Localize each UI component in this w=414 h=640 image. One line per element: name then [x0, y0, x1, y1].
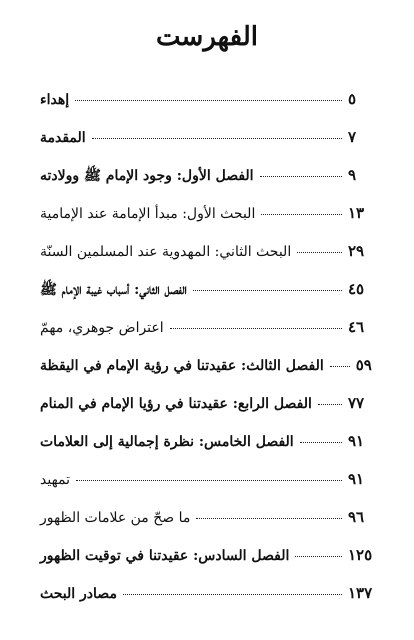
toc-entry[interactable]: [40, 508, 374, 546]
toc-entry-page-number: ٥: [348, 90, 357, 108]
dot-leader: [193, 290, 342, 291]
toc-entry-page-number: ٥٩: [355, 356, 372, 374]
toc-entry-page-number: ٩٦: [348, 508, 365, 526]
toc-entry-title: الفصل الأول: وجود الإمام ﷺ وولادته: [40, 168, 254, 184]
toc-entry-title: مصادر البحث: [40, 586, 117, 602]
toc-entry-title: الفصل الثاني: أسباب غيبة الإمام ﷺ: [40, 282, 187, 298]
toc-entry-page-number: ٩١: [348, 432, 365, 450]
dot-leader: [330, 366, 350, 367]
toc-entry-title: الفصل الخامس: نظرة إجمالية إلى العلامات: [40, 434, 294, 450]
toc-entry[interactable]: [40, 432, 374, 470]
toc-entry-title: الفصل الرابع: عقيدتنا في رؤيا الإمام في المنام: [40, 396, 312, 412]
toc-entry[interactable]: [40, 90, 374, 128]
toc-entry-page-number: ٩١: [348, 470, 365, 488]
toc-entry[interactable]: [40, 204, 374, 242]
toc-entry-title: تمهيد: [40, 472, 71, 488]
toc-entry-title: ما صحّ من علامات الظهور: [40, 510, 191, 526]
toc-entry-title: إهداء: [40, 92, 70, 108]
dot-leader: [261, 214, 342, 215]
dot-leader: [76, 480, 342, 481]
dot-leader: [170, 328, 342, 329]
dot-leader: [297, 252, 342, 253]
toc-entry[interactable]: [40, 470, 374, 508]
toc-entry[interactable]: [40, 166, 374, 204]
toc-entry-title: البحث الأول: مبدأ الإمامة عند الإمامية: [40, 206, 256, 222]
toc-entry-page-number: ٢٩: [348, 242, 365, 260]
toc-entry[interactable]: [40, 394, 374, 432]
toc-entry-page-number: ١٣: [348, 204, 365, 222]
toc-entry[interactable]: [40, 356, 374, 394]
toc-entry[interactable]: [40, 242, 374, 280]
dot-leader: [75, 100, 342, 101]
dot-leader: [318, 404, 342, 405]
toc-entry-page-number: ٤٦: [348, 318, 365, 336]
toc-entry[interactable]: [40, 546, 374, 584]
toc-entry-page-number: ١٣٧: [348, 584, 373, 602]
toc-entry[interactable]: [40, 318, 374, 356]
dot-leader: [260, 176, 342, 177]
toc-entry[interactable]: [40, 128, 374, 166]
dot-leader: [92, 138, 342, 139]
toc-entry[interactable]: [40, 280, 374, 318]
toc-entry-page-number: ١٢٥: [348, 546, 373, 564]
toc-entry-title: اعتراض جوهري، مهمّ: [40, 320, 164, 336]
dot-leader: [295, 556, 342, 557]
toc-entry-title: الفصل السادس: عقيدتنا في توقيت الظهور: [40, 548, 290, 564]
dot-leader: [123, 594, 342, 595]
dot-leader: [300, 442, 342, 443]
toc-entry-title: البحث الثاني: المهدوية عند المسلمين السنّة: [40, 244, 292, 260]
toc-entry-page-number: ٧٧: [348, 394, 365, 412]
dot-leader: [196, 518, 342, 519]
toc-entry-title: المقدمة: [40, 130, 86, 146]
toc-list: [40, 90, 374, 622]
page-title: الفهرست: [156, 22, 258, 52]
toc-entry[interactable]: [40, 584, 374, 622]
toc-entry-page-number: ٩: [348, 166, 357, 184]
toc-entry-title: الفصل الثالث: عقيدتنا في رؤية الإمام في اليقظة: [40, 358, 324, 374]
toc-entry-page-number: ٧: [348, 128, 357, 146]
toc-entry-page-number: ٤٥: [348, 280, 365, 298]
